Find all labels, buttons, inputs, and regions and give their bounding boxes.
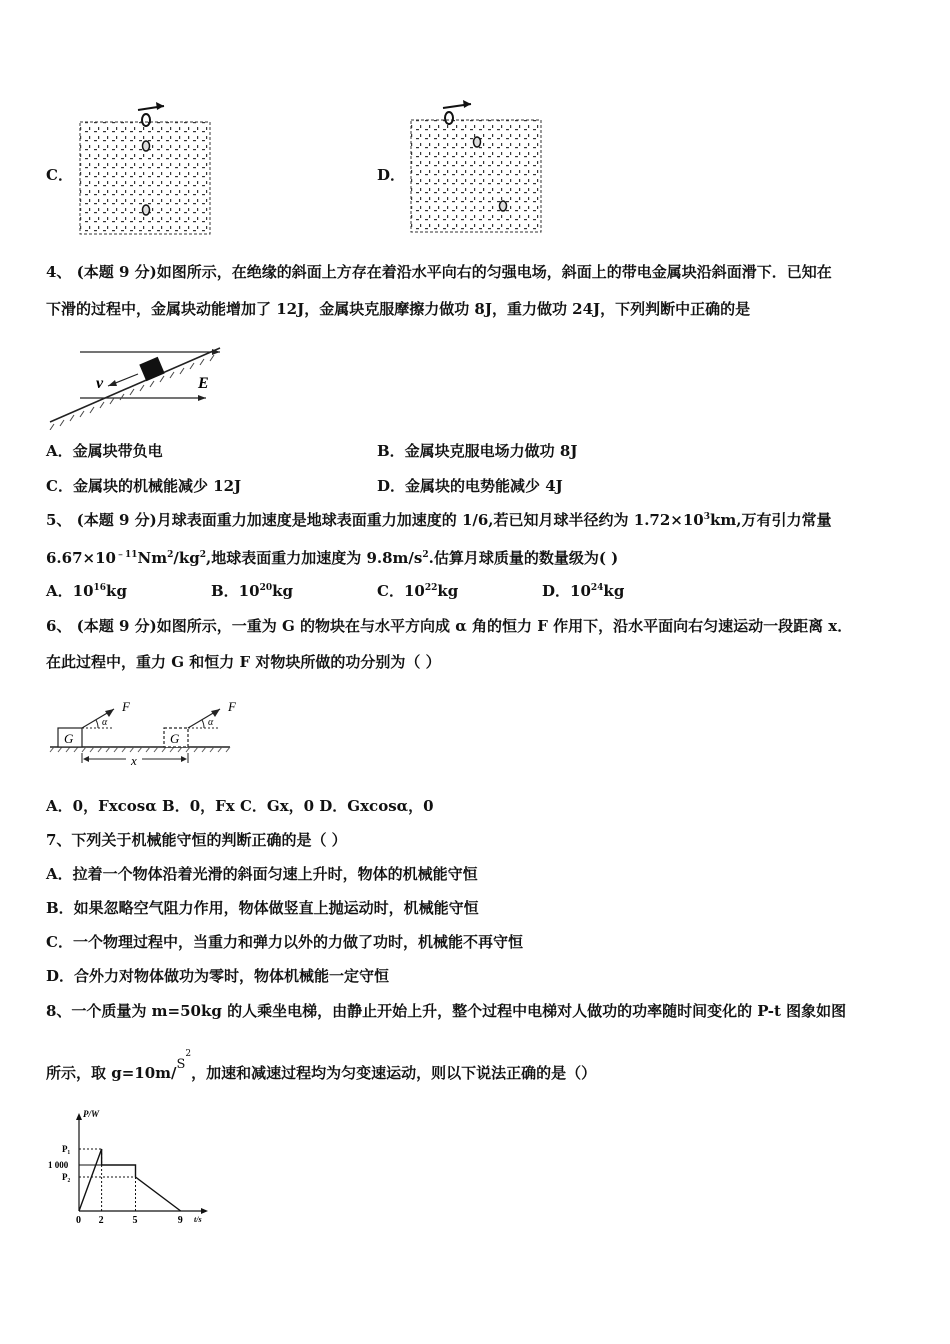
q5-opt-sup: 20 [259, 583, 273, 593]
q5-sup: 2 [422, 550, 429, 560]
grid-figure-d [407, 98, 547, 238]
q5-opt-text: A．10 [46, 582, 94, 600]
chart-series [79, 1149, 181, 1211]
q4-figure [46, 340, 226, 430]
incline [50, 348, 220, 422]
grid-figure-c [76, 100, 216, 240]
block-label: G [170, 731, 180, 746]
q5-opt-sup: 16 [93, 583, 107, 593]
q5-stem-line1 [46, 510, 832, 530]
distance-label: x [131, 753, 137, 768]
q5-opt-text: kg [603, 582, 625, 600]
q4-stem-line1: 4、 (本题 9 分)如图所示，在绝缘的斜面上方存在着沿水平向右的匀强电场，斜面上的带电金属块沿斜面滑下．已知在 [46, 263, 832, 281]
arrow-head-icon [105, 709, 114, 717]
q5-sup: 2 [167, 550, 174, 560]
angle-arc [202, 720, 204, 728]
option-c-label: C． [46, 166, 73, 184]
q7-option-d: D．合外力对物体做功为零时，物体机械能一定守恒 [46, 967, 390, 985]
q7-stem: 7、下列关于机械能守恒的判断正确的是（ ） [46, 831, 347, 849]
q6-figure [46, 695, 246, 775]
q5-text: .估算月球质量的数量级为( ) [428, 549, 619, 567]
x-tick-label: 0 [76, 1215, 81, 1225]
q5-option-d [542, 581, 624, 601]
q4-option-b: B．金属块克服电场力做功 8J [377, 442, 578, 460]
velocity-label: v [96, 375, 104, 392]
arrow-head-icon [83, 756, 89, 762]
q8-unit: S [176, 1057, 186, 1072]
q5-sup: 2 [199, 550, 207, 560]
arrow-head-icon [463, 100, 471, 108]
power-series-line [79, 1149, 181, 1211]
y-axis-arrow-icon [76, 1113, 82, 1120]
q5-text: Nm [137, 549, 168, 567]
q5-option-c [377, 581, 458, 601]
charge-mid [474, 137, 481, 147]
q8-text: 所示，取 g=10m/ [46, 1064, 177, 1082]
incline-hatching [50, 355, 214, 430]
ground-hatching [50, 747, 230, 752]
q5-text: ,地球表面重力加速度为 9.8m/s [206, 549, 423, 567]
arrow-head-icon [211, 709, 220, 717]
q8-text: ，加速和减速过程均为匀变速运动，则以下说法正确的是（） [191, 1064, 597, 1082]
pt-chart [46, 1105, 216, 1225]
metal-block [139, 357, 164, 381]
q4-option-c: C．金属块的机械能减少 12J [46, 477, 242, 495]
q5-opt-sup: 24 [590, 583, 604, 593]
x-axis-title: t/s [194, 1215, 202, 1224]
force-label: F [122, 699, 130, 714]
q7-option-b: B．如果忽略空气阻力作用，物体做竖直上抛运动时，机械能守恒 [46, 899, 479, 917]
q6-options: A．0，Fxcosα B．0，Fx C．Gx，0 D．Gxcosα，0 [46, 797, 434, 815]
q8-stem-line1: 8、一个质量为 m=50kg 的人乘坐电梯，由静止开始上升，整个过程中电梯对人做功的功率随时间变化的 P-t 图象如图 [46, 1002, 847, 1020]
q4-option-d: D．金属块的电势能减少 4J [377, 477, 563, 495]
q5-text: km,万有引力常量 [710, 511, 832, 529]
field-grid [80, 122, 210, 234]
q7-option-c: C．一个物理过程中，当重力和弹力以外的力做了功时，机械能不再守恒 [46, 933, 523, 951]
angle-label: α [208, 717, 214, 728]
x-axis-arrow-icon [201, 1208, 208, 1214]
q5-stem-line2 [46, 548, 618, 568]
arrow-head-icon [156, 102, 164, 110]
x-tick-label: 5 [132, 1215, 138, 1225]
q6-stem-line2: 在此过程中，重力 G 和恒力 F 对物块所做的功分别为（ ） [46, 653, 441, 671]
q5-opt-text: kg [106, 582, 127, 600]
q6-stem-line1: 6、 (本题 9 分)如图所示，一重为 G 的物块在与水平方向成 α 角的恒力 F 作用下，沿水平面向右匀速运动一段距离 x． [46, 617, 853, 635]
angle-label: α [102, 717, 108, 728]
field-label: E [198, 375, 209, 392]
q4-option-a: A．金属块带负电 [46, 442, 163, 460]
q5-opt-text: D．10 [542, 582, 591, 600]
force-label: F [228, 699, 236, 714]
q5-option-a [46, 581, 127, 601]
q8-stem-line2 [46, 1049, 597, 1086]
q5-opt-text: B．10 [211, 582, 260, 600]
q5-opt-sup: 22 [424, 583, 438, 593]
angle-arc [96, 720, 98, 728]
y-tick-label: 1 000 [48, 1160, 69, 1170]
option-d-label: D． [377, 166, 406, 184]
charge-mid [143, 141, 150, 151]
q8-unit-sup: 2 [185, 1049, 192, 1059]
q5-opt-text: C．10 [377, 582, 425, 600]
chart-labels [48, 1109, 202, 1225]
q5-option-b [211, 581, 293, 601]
x-tick-label: 9 [177, 1215, 183, 1225]
arrow-head-icon [108, 380, 117, 386]
y-axis-title: P/W [83, 1109, 100, 1119]
charge-bottom [143, 205, 150, 215]
q4-stem-line2: 下滑的过程中，金属块动能增加了 12J，金属块克服摩擦力做功 8J，重力做功 24J，下列判断中正确的是 [46, 300, 751, 318]
q5-opt-text: kg [437, 582, 459, 600]
q5-sup: 3 [703, 512, 710, 522]
q5-text: /kg [173, 549, 200, 567]
q5-sup: ﹣11 [115, 550, 138, 560]
charge-bottom [500, 201, 507, 211]
y-tick-label: P₂ [62, 1172, 71, 1182]
block-label: G [64, 731, 74, 746]
q7-option-a: A．拉着一个物体沿着光滑的斜面匀速上升时，物体的机械能守恒 [46, 865, 478, 883]
q5-opt-text: kg [272, 582, 293, 600]
y-tick-label: P₁ [62, 1144, 71, 1154]
x-tick-label: 2 [98, 1215, 104, 1225]
chart-guides [79, 1149, 136, 1211]
field-arrow-icon [198, 395, 206, 401]
q5-text: 6.67×10 [46, 549, 116, 567]
q5-text: 5、 (本题 9 分)月球表面重力加速度是地球表面重力加速度的 1/6,若已知月球半径约为 1.72×10 [46, 511, 704, 529]
arrow-head-icon [181, 756, 187, 762]
